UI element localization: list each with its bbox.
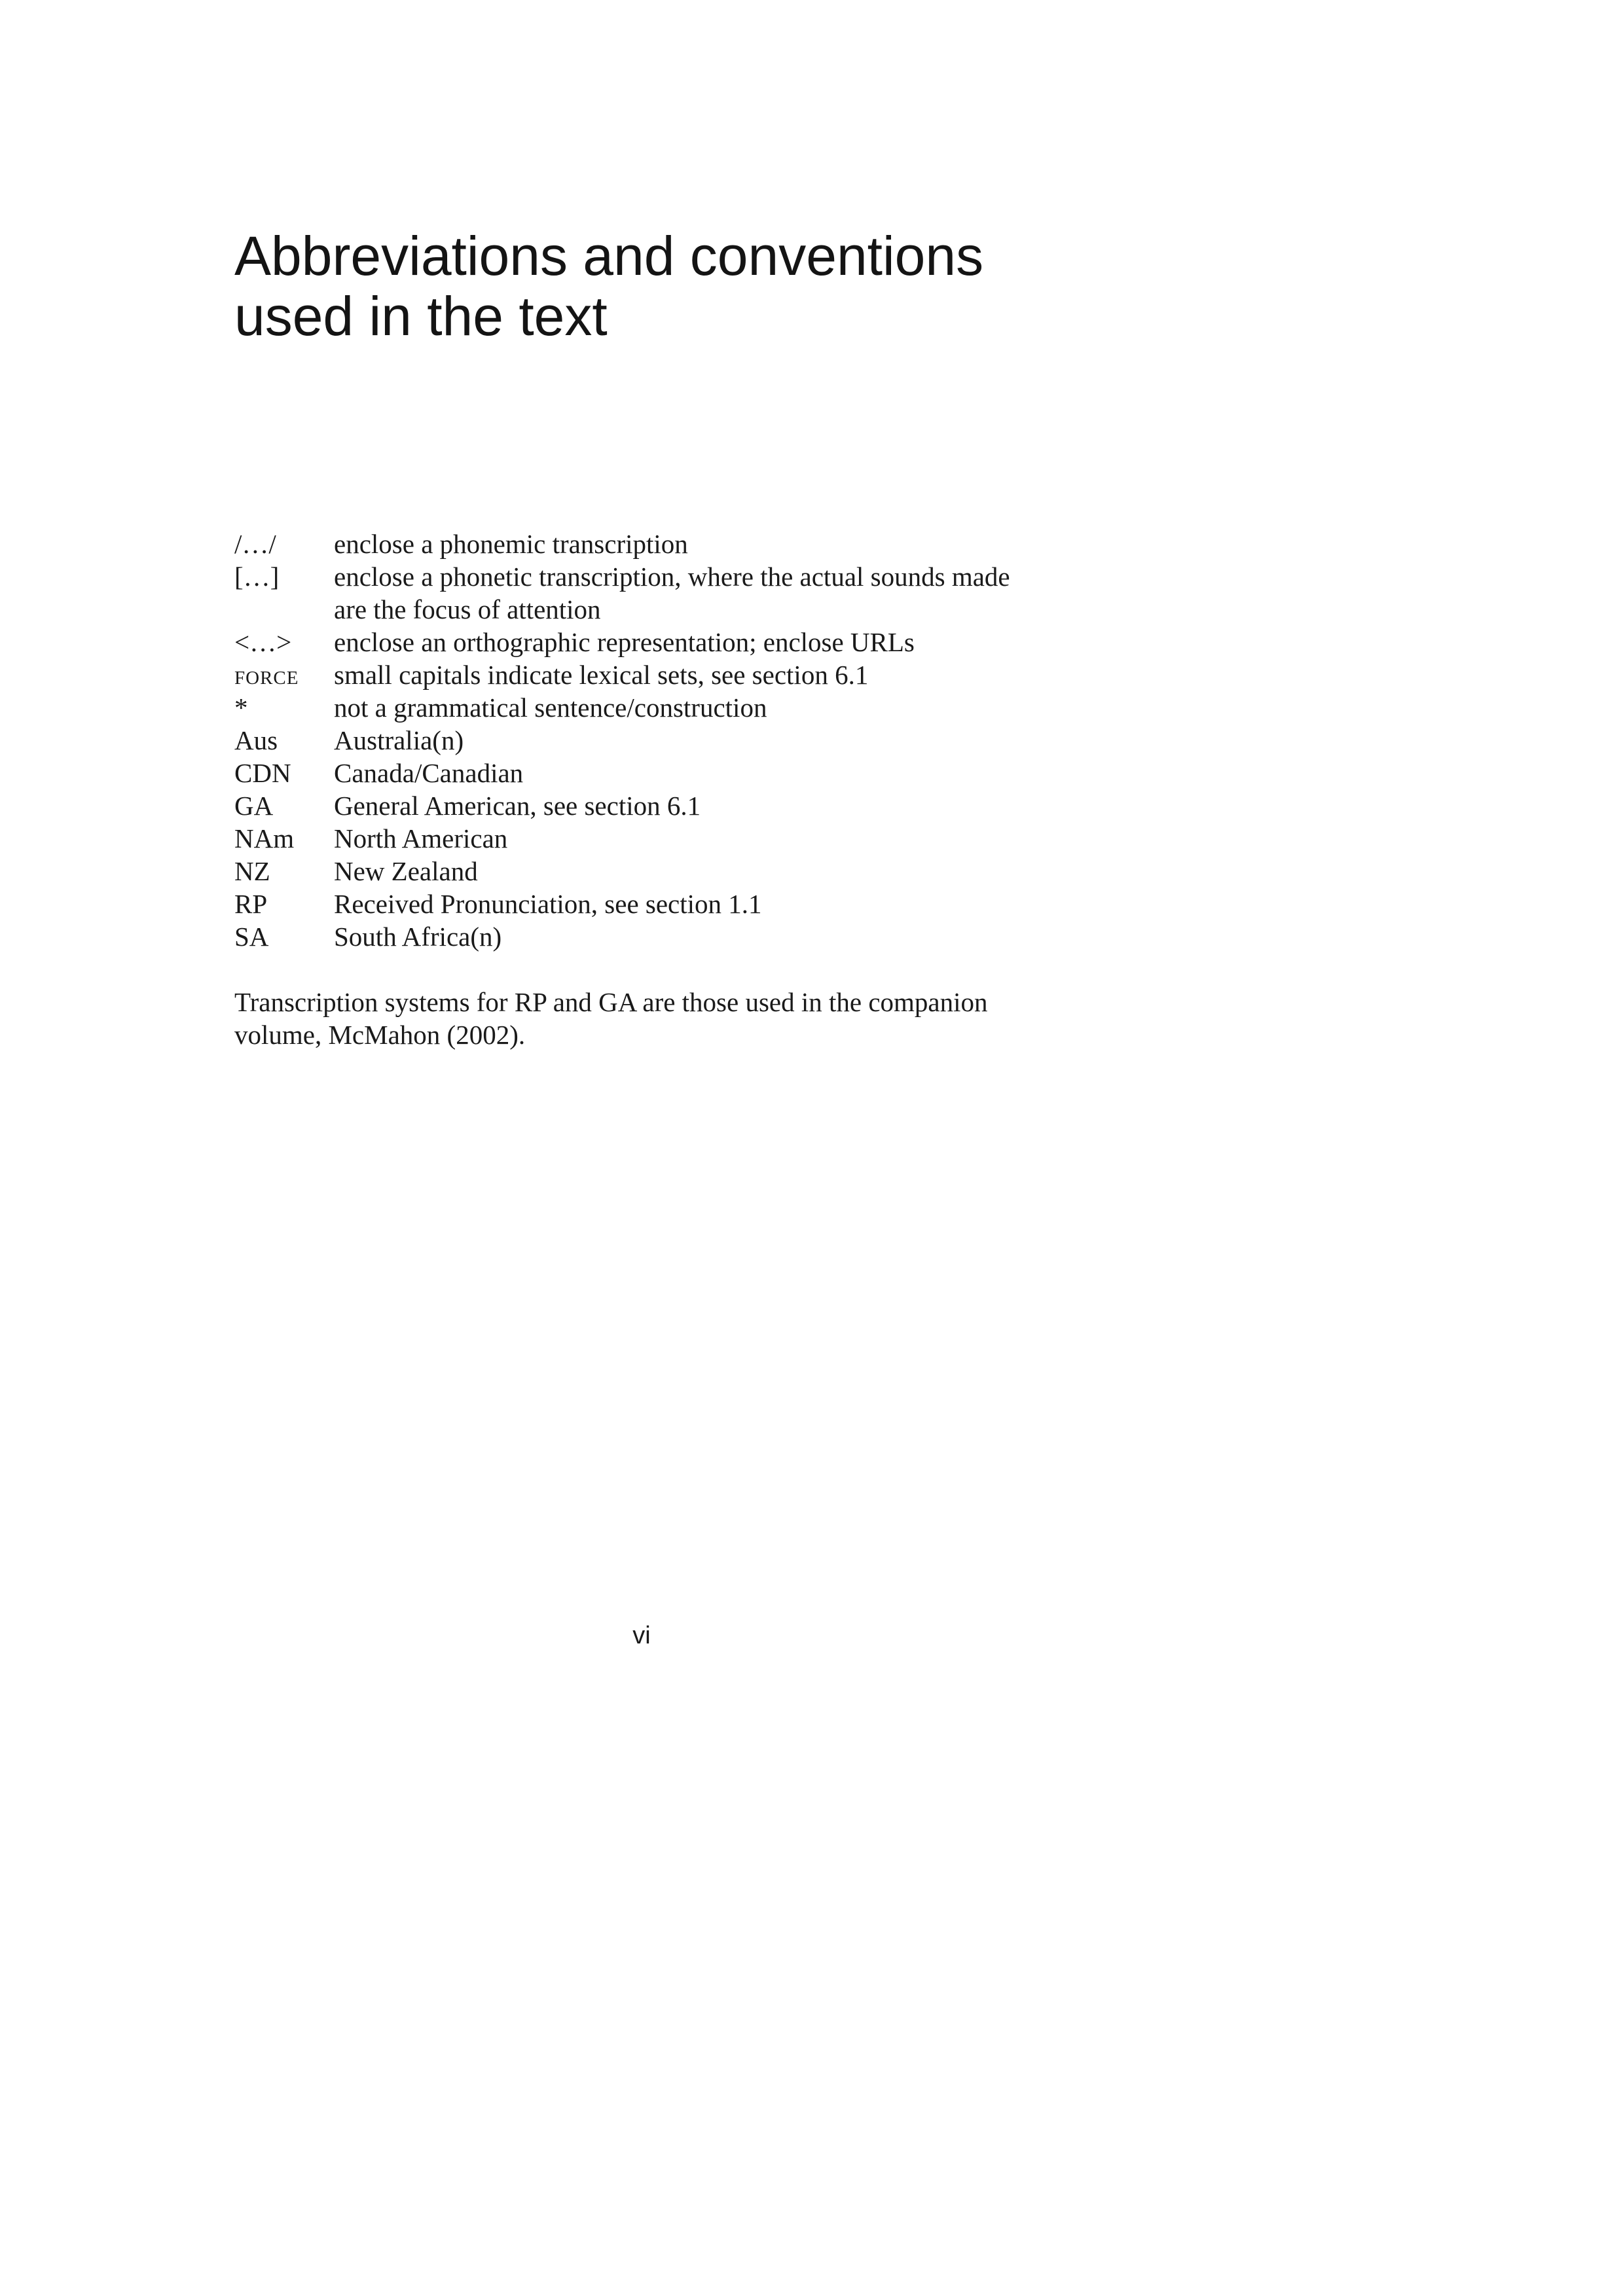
abbreviation-term: /…/ [234, 529, 276, 559]
abbreviation-term: RP [234, 889, 268, 919]
abbreviation-row [234, 920, 1085, 953]
abbreviation-row [234, 789, 1085, 822]
abbreviation-term: […] [234, 562, 280, 592]
abbreviation-definition: small capitals indicate lexical sets, see section 6.1 [334, 660, 869, 690]
abbreviation-row [234, 888, 1085, 920]
abbreviation-term: SA [234, 922, 269, 952]
abbreviation-term: NZ [234, 856, 270, 886]
abbreviation-term: NAm [234, 823, 295, 853]
abbreviation-definition: North American [334, 823, 508, 853]
page-title-line-2: used in the text [234, 285, 608, 347]
abbreviation-definition: General American, see section 6.1 [334, 791, 701, 821]
abbreviation-term: force [234, 660, 299, 690]
transcription-note [234, 986, 1085, 1051]
abbreviation-term: CDN [234, 758, 291, 788]
page-title-line-1: Abbreviations and conventions [234, 225, 984, 287]
transcription-note-line-1: Transcription systems for RP and GA are those used in the companion [234, 987, 988, 1017]
abbreviation-term: <…> [234, 627, 292, 657]
abbreviation-definition: Received Pronunciation, see section 1.1 [334, 889, 762, 919]
page-number: vi [632, 1622, 651, 1649]
abbreviation-row [234, 724, 1085, 757]
abbreviation-definition: not a grammatical sentence/construction [334, 692, 767, 723]
abbreviation-definition: South Africa(n) [334, 922, 502, 952]
abbreviation-row [234, 626, 1085, 658]
abbreviation-row [234, 658, 1085, 691]
page-title [234, 226, 1216, 346]
abbreviation-definition: Canada/Canadian [334, 758, 524, 788]
abbreviation-term: Aus [234, 725, 278, 755]
abbreviation-row [234, 855, 1085, 888]
abbreviation-row [234, 757, 1085, 789]
abbreviation-row [234, 691, 1085, 724]
abbreviations-list [234, 528, 1085, 953]
abbreviation-definition: Australia(n) [334, 725, 464, 755]
abbreviation-definition: enclose a phonemic transcription [334, 529, 688, 559]
abbreviation-term: * [234, 692, 248, 723]
abbreviation-definition: enclose an orthographic representation; enclose URLs [334, 627, 915, 657]
abbreviation-row [234, 560, 1085, 626]
abbreviation-term: GA [234, 791, 274, 821]
abbreviation-row [234, 528, 1085, 560]
abbreviation-definition: enclose a phonetic transcription, where the actual sounds made are the focus of attention [334, 562, 1010, 624]
abbreviation-definition: New Zealand [334, 856, 478, 886]
transcription-note-line-2: volume, McMahon (2002). [234, 1020, 526, 1050]
abbreviation-row [234, 822, 1085, 855]
